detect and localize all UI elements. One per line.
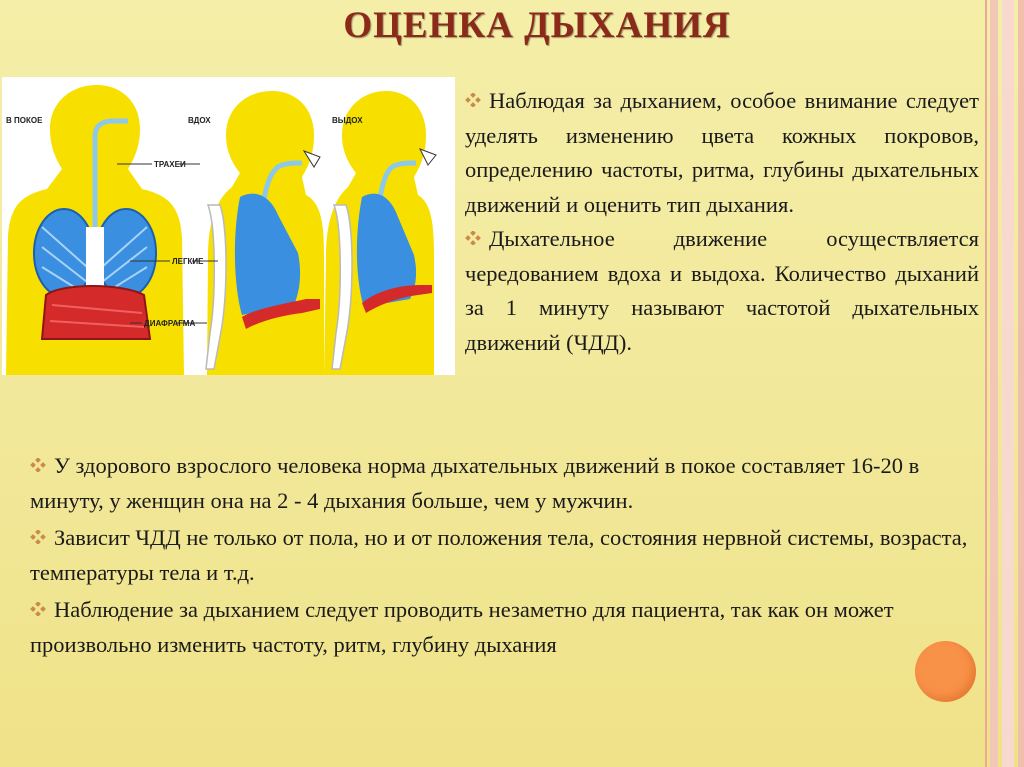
bottom-paragraph: [30, 448, 980, 518]
breathing-illustration: [2, 77, 455, 375]
slide-title: ОЦЕНКА ДЫХАНИЯ: [343, 5, 731, 46]
label-trachea: ТРАХЕИ: [154, 160, 186, 169]
label-rest: В ПОКОЕ: [6, 116, 43, 125]
label-exhale: ВЫДОХ: [332, 116, 363, 125]
diamond-bullet-icon: [465, 93, 483, 107]
bottom-paragraph-text: Зависит ЧДД не только от пола, но и от положения тела, состояния нервной системы, возраста, температуры тела и т.д.: [30, 525, 968, 585]
decor-circle: [915, 641, 976, 702]
side-paragraph: [465, 84, 979, 222]
diamond-bullet-icon: [30, 458, 48, 472]
diamond-bullet-icon: [465, 231, 483, 245]
label-lungs: ЛЕГКИЕ: [172, 257, 204, 266]
decor-stripe: [1002, 0, 1014, 767]
bottom-paragraph: [30, 520, 980, 590]
side-paragraph-text: Дыхательное движение осуществляется чередованием вдоха и выдоха. Количество дыханий за 1 минуту называют частотой дыхательных движений (ЧДД).: [465, 226, 979, 355]
diamond-bullet-icon: [30, 530, 48, 544]
side-paragraph-text: Наблюдая за дыханием, особое внимание следует уделять изменению цвета кожных покровов, определению частоты, ритма, глубины дыхательных движений и оценить тип дыхания.: [465, 88, 979, 217]
diamond-bullet-icon: [30, 602, 48, 616]
side-paragraph: [465, 222, 979, 360]
bottom-paragraph-text: Наблюдение за дыханием следует проводить незаметно для пациента, так как он может произвольно изменить частоту, ритм, глубину дыхания: [30, 597, 894, 657]
decor-stripe: [1018, 0, 1024, 767]
bottom-paragraph-text: У здорового взрослого человека норма дыхательных движений в покое составляет 16-20 в минуту, у женщин она на 2 - 4 дыхания больше, чем у мужчин.: [30, 453, 920, 513]
decor-stripe: [985, 0, 987, 767]
bottom-text-block: [30, 448, 980, 664]
decor-stripe: [990, 0, 998, 767]
figure-inhale: [177, 91, 324, 375]
bottom-paragraph: [30, 592, 980, 662]
breathing-diagram: [2, 77, 455, 375]
label-diaphragm: ДИАФРАГМА: [144, 319, 196, 328]
label-inhale: ВДОХ: [188, 116, 211, 125]
figure-exhale: [324, 91, 436, 375]
figure-rest: [6, 85, 184, 375]
side-text-block: [465, 84, 979, 360]
